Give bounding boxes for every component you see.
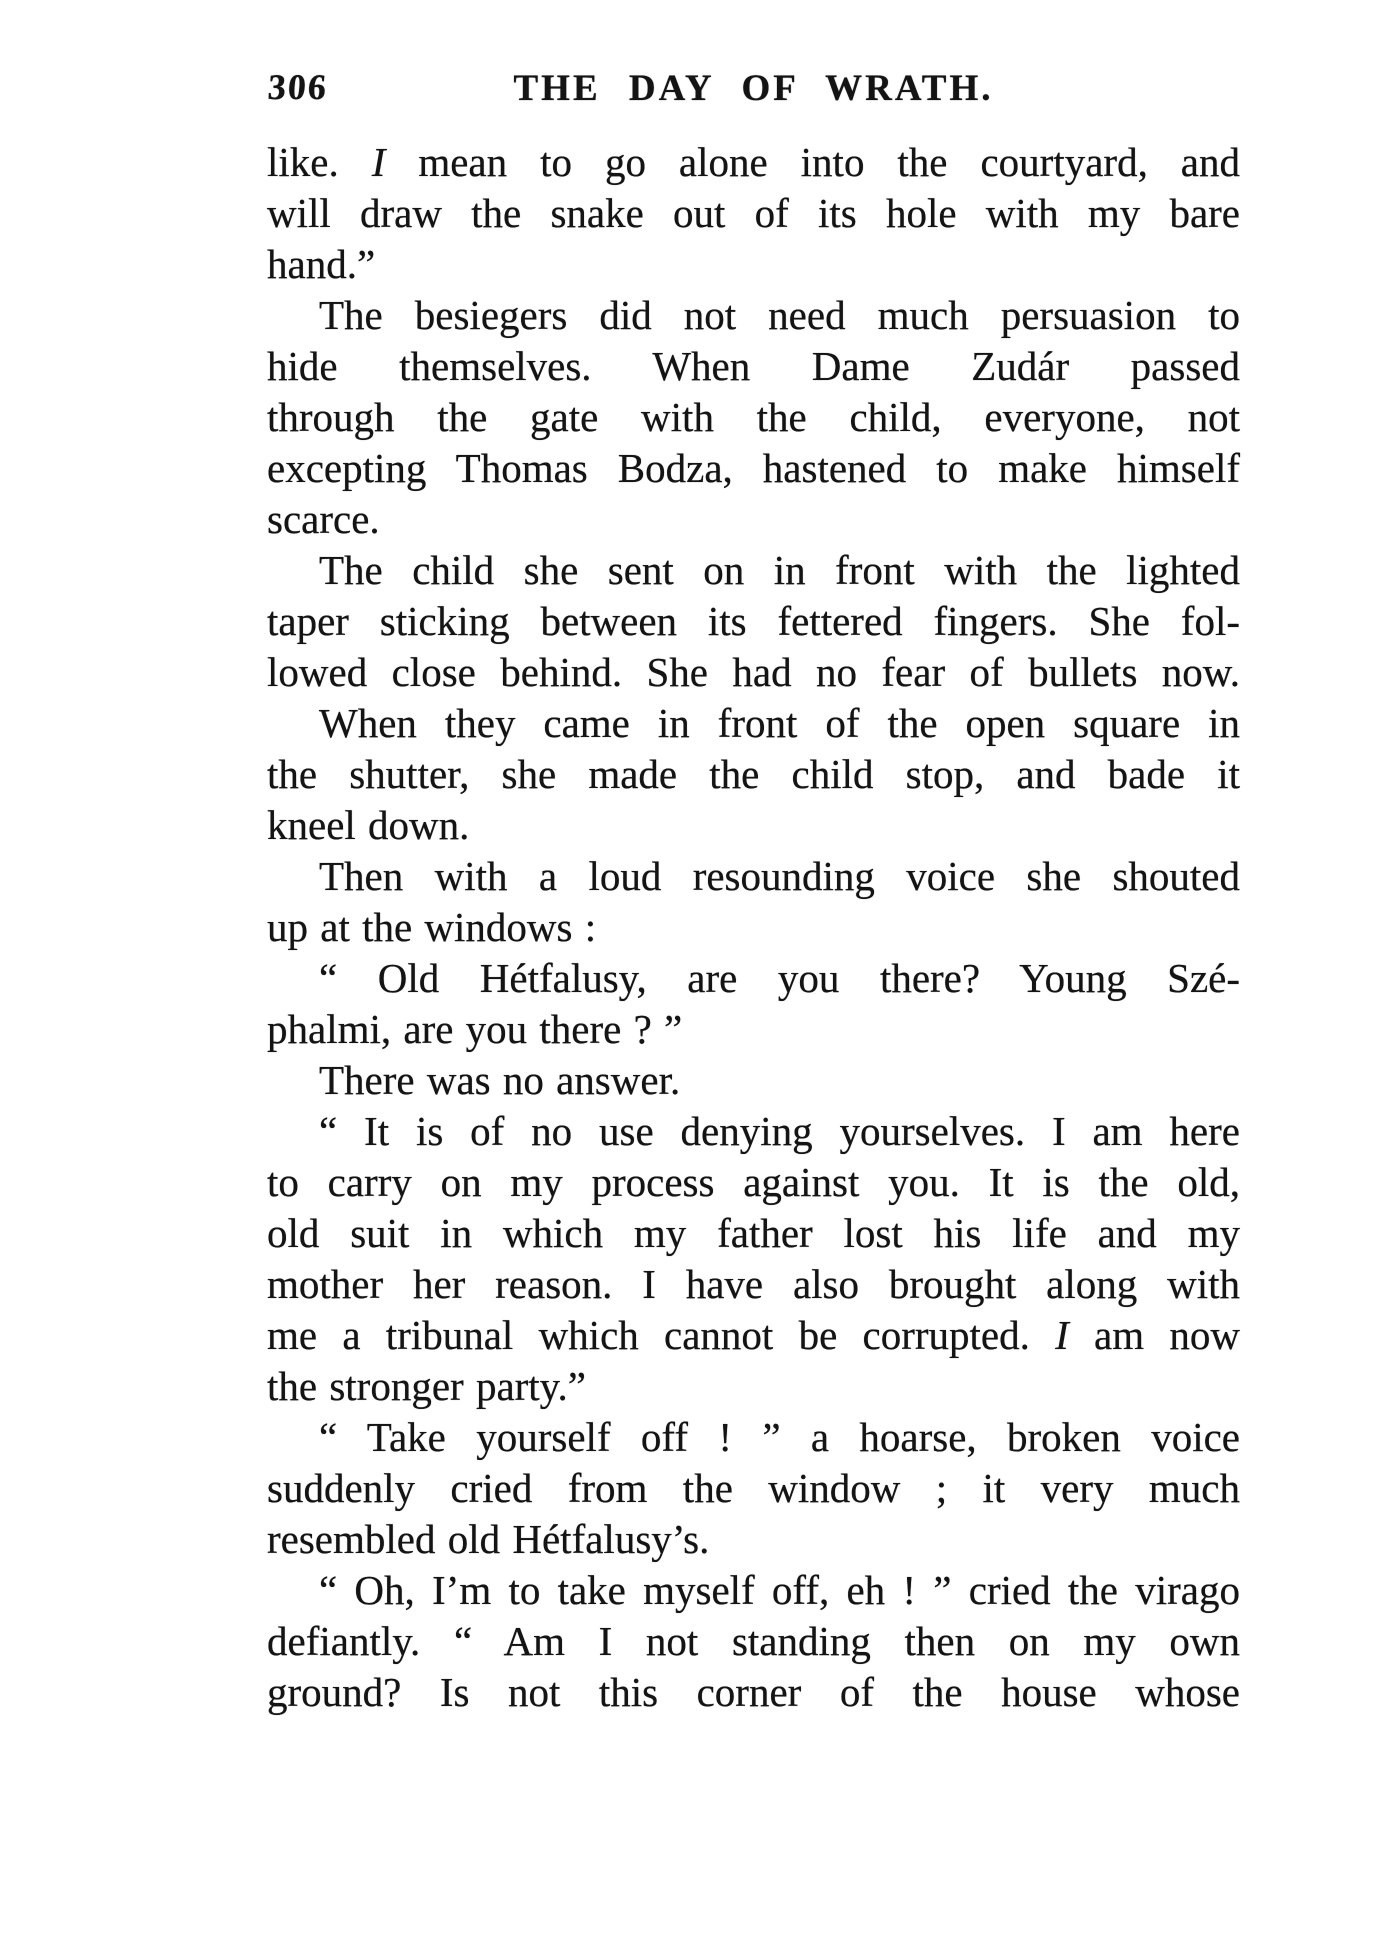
text-line bbox=[267, 1463, 1240, 1514]
text-line bbox=[267, 749, 1240, 800]
text-line bbox=[267, 1208, 1240, 1259]
text-segment: The child she sent on in front with the lighted bbox=[319, 547, 1240, 593]
text-segment: defiantly. “ Am I not standing then on my own bbox=[267, 1618, 1240, 1664]
text-segment: Then with a loud resounding voice she shouted bbox=[319, 853, 1240, 899]
text-line bbox=[267, 1259, 1240, 1310]
text-line bbox=[267, 494, 1240, 545]
text-segment: suddenly cried from the window ; it very much bbox=[267, 1465, 1240, 1511]
text-segment: up at the windows : bbox=[267, 904, 597, 950]
text-line bbox=[267, 851, 1240, 902]
text-line bbox=[267, 698, 1240, 749]
text-line bbox=[267, 1361, 1240, 1412]
text-segment: “ It is of no use denying yourselves. I am here bbox=[319, 1108, 1240, 1154]
text-segment: to carry on my process against you. It is the old, bbox=[267, 1159, 1240, 1205]
text-line bbox=[267, 1055, 1240, 1106]
page-number: 306 bbox=[266, 67, 330, 107]
text-segment: scarce. bbox=[267, 496, 380, 542]
text-segment: The besiegers did not need much persuasion to bbox=[319, 292, 1240, 338]
text-line bbox=[267, 545, 1240, 596]
text-segment: “ Take yourself off ! ” a hoarse, broken voice bbox=[319, 1414, 1240, 1460]
body-text bbox=[267, 137, 1240, 1718]
text-line bbox=[267, 1667, 1240, 1718]
text-segment: through the gate with the child, everyone, not bbox=[267, 394, 1240, 440]
text-segment: hand.” bbox=[267, 241, 376, 287]
text-segment: the shutter, she made the child stop, and bade it bbox=[267, 751, 1240, 797]
text-line bbox=[267, 443, 1240, 494]
text-segment: There was no answer. bbox=[319, 1057, 681, 1103]
text-segment: phalmi, are you there ? ” bbox=[267, 1006, 683, 1052]
text-segment: the stronger party.” bbox=[267, 1363, 586, 1409]
text-line bbox=[267, 1514, 1240, 1565]
text-segment: will draw the snake out of its hole with my bare bbox=[267, 190, 1240, 236]
text-segment: like. bbox=[267, 139, 372, 185]
text-segment: “ Oh, I’m to take myself off, eh ! ” cried the virago bbox=[319, 1567, 1240, 1613]
text-segment: When they came in front of the open square in bbox=[319, 700, 1240, 746]
text-line bbox=[267, 1157, 1240, 1208]
text-line bbox=[267, 1616, 1240, 1667]
text-line bbox=[267, 239, 1240, 290]
text-line bbox=[267, 1004, 1240, 1055]
text-line bbox=[267, 188, 1240, 239]
text-line bbox=[267, 596, 1240, 647]
text-segment: am now bbox=[1068, 1312, 1240, 1358]
text-segment: ground? Is not this corner of the house whose bbox=[267, 1669, 1240, 1715]
text-segment: hide themselves. When Dame Zudár passed bbox=[267, 343, 1240, 389]
text-line bbox=[267, 392, 1240, 443]
text-segment: lowed close behind. She had no fear of bullets now. bbox=[267, 649, 1240, 695]
italic-text-segment: I bbox=[371, 139, 386, 185]
text-segment: excepting Thomas Bodza, hastened to make himself bbox=[267, 445, 1240, 491]
text-line bbox=[267, 647, 1240, 698]
text-segment: me a tribunal which cannot be corrupted. bbox=[267, 1312, 1056, 1358]
italic-text-segment: I bbox=[1055, 1312, 1069, 1358]
text-segment: taper sticking between its fettered fingers. She fol- bbox=[267, 598, 1240, 644]
text-segment: old suit in which my father lost his life and my bbox=[267, 1210, 1240, 1256]
text-line bbox=[267, 290, 1240, 341]
text-line bbox=[267, 1310, 1240, 1361]
text-line bbox=[267, 902, 1240, 953]
text-segment: resembled old Hétfalusy’s. bbox=[267, 1516, 710, 1562]
text-segment: mean to go alone into the courtyard, and bbox=[385, 139, 1240, 185]
text-line bbox=[267, 800, 1240, 851]
text-line bbox=[267, 1565, 1240, 1616]
text-line bbox=[267, 341, 1240, 392]
text-line bbox=[267, 1106, 1240, 1157]
running-title: THE DAY OF WRATH. bbox=[513, 68, 994, 109]
text-line bbox=[267, 1412, 1240, 1463]
text-line bbox=[267, 953, 1240, 1004]
text-segment: “ Old Hétfalusy, are you there? Young Szé- bbox=[319, 955, 1240, 1001]
text-segment: kneel down. bbox=[267, 802, 470, 848]
text-segment: mother her reason. I have also brought along with bbox=[267, 1261, 1240, 1307]
text-line bbox=[267, 137, 1240, 188]
